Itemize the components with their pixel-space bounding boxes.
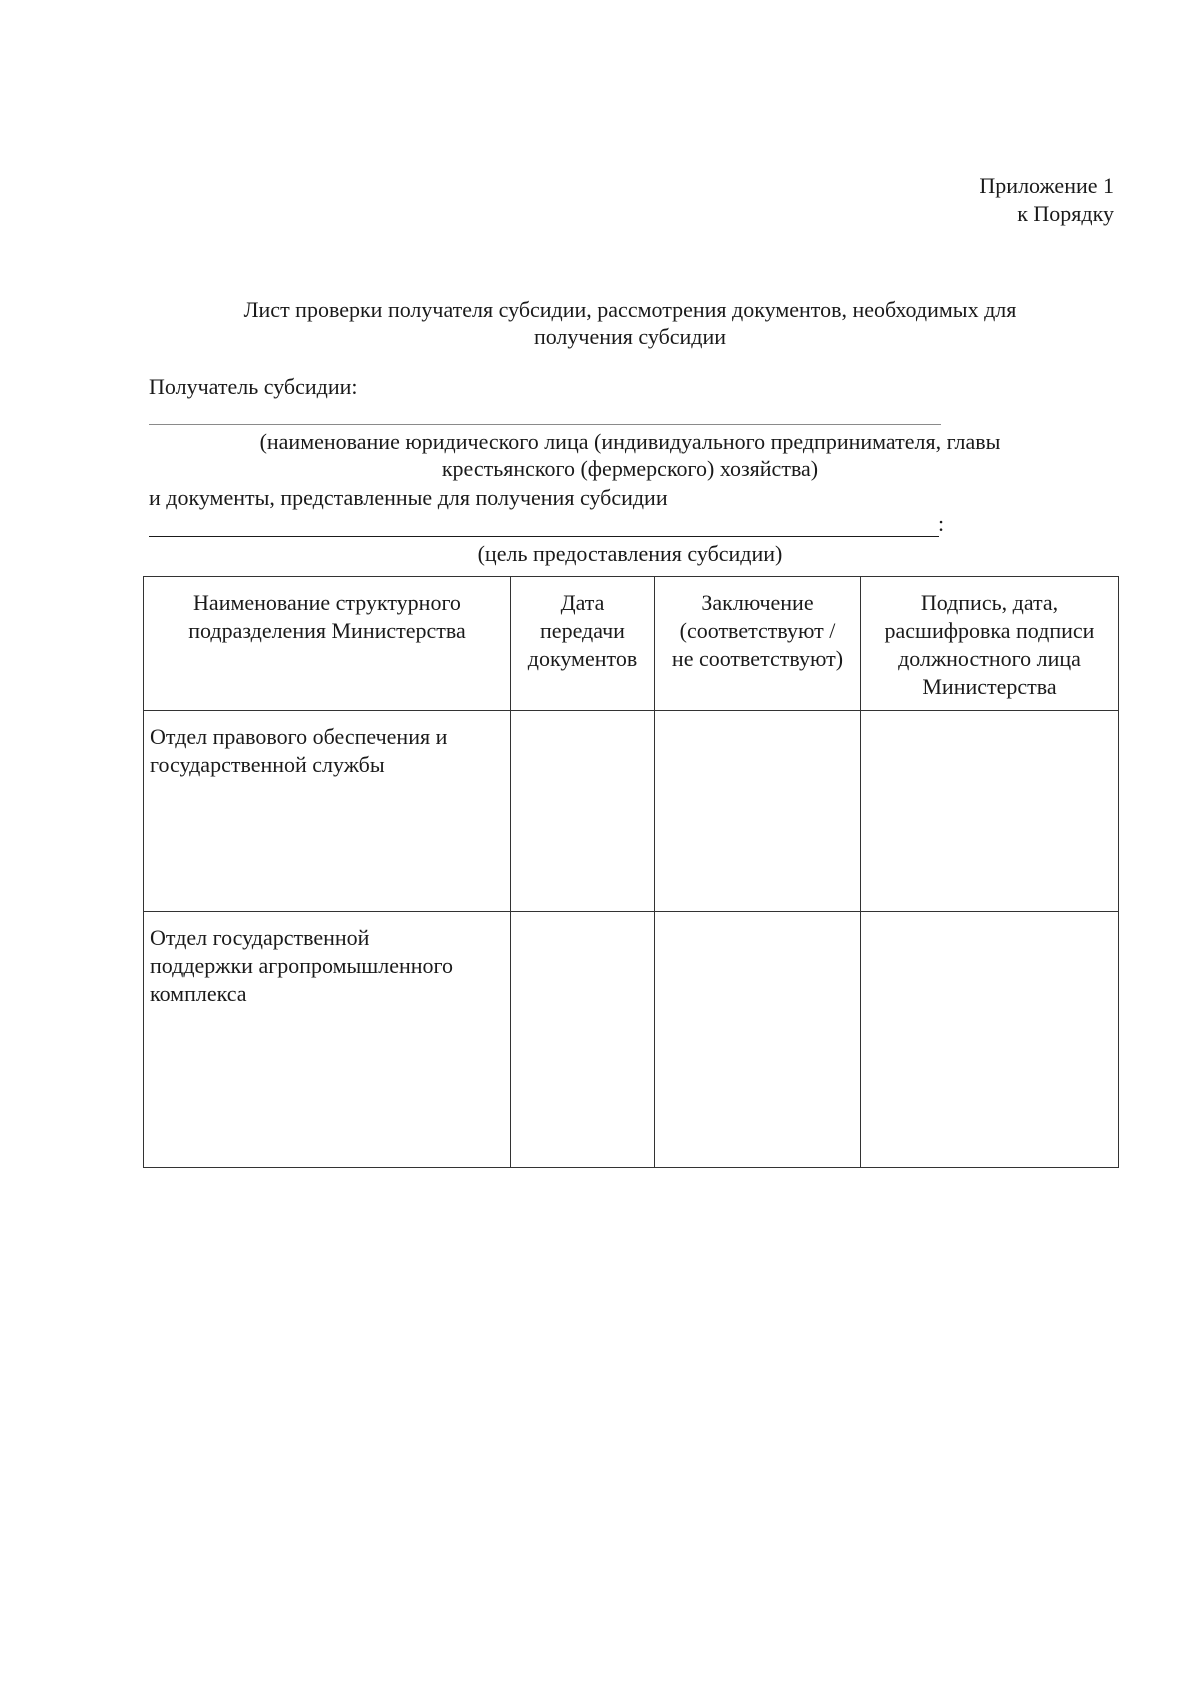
review-table — [143, 576, 1119, 1168]
signature-cell[interactable] — [861, 711, 1119, 912]
appendix-reference — [979, 172, 1114, 228]
recipient-name-hint-line-1: (наименование юридического лица (индивидуального предпринимателя, главы — [259, 429, 1001, 454]
header-department: Наименование структурного подразделения Министерства — [144, 577, 511, 711]
recipient-label: Получатель субсидии: — [149, 374, 358, 399]
table-header-row — [144, 577, 1119, 711]
documents-label: и документы, представленные для получения субсидии — [149, 485, 668, 510]
subsidy-purpose-colon: : — [938, 511, 945, 536]
subsidy-purpose-hint: (цель предоставления субсидии) — [477, 541, 783, 566]
document-title — [150, 296, 1110, 350]
document-title-line-2: получения субсидии — [533, 324, 727, 349]
recipient-name-hint — [150, 428, 1110, 482]
header-signature: Подпись, дата, расшифровка подписи должностного лица Министерства — [861, 577, 1119, 711]
subsidy-purpose-fill-line[interactable] — [149, 536, 939, 537]
department-cell: Отдел государственной поддержки агропромышленного комплекса — [144, 912, 511, 1168]
signature-cell[interactable] — [861, 912, 1119, 1168]
header-transfer-date: Дата передачи документов — [511, 577, 655, 711]
transfer-date-cell[interactable] — [511, 912, 655, 1168]
appendix-target: к Порядку — [1017, 201, 1114, 226]
header-conclusion: Заключение (соответствуют / не соответствуют) — [655, 577, 861, 711]
table-row — [144, 912, 1119, 1168]
recipient-name-hint-line-2: крестьянского (фермерского) хозяйства) — [441, 456, 819, 481]
appendix-number: Приложение 1 — [979, 173, 1114, 198]
conclusion-cell[interactable] — [655, 912, 861, 1168]
document-title-line-1: Лист проверки получателя субсидии, рассмотрения документов, необходимых для — [243, 297, 1017, 322]
table-row — [144, 711, 1119, 912]
transfer-date-cell[interactable] — [511, 711, 655, 912]
department-cell: Отдел правового обеспечения и государственной службы — [144, 711, 511, 912]
conclusion-cell[interactable] — [655, 711, 861, 912]
recipient-name-fill-line[interactable] — [149, 424, 941, 425]
